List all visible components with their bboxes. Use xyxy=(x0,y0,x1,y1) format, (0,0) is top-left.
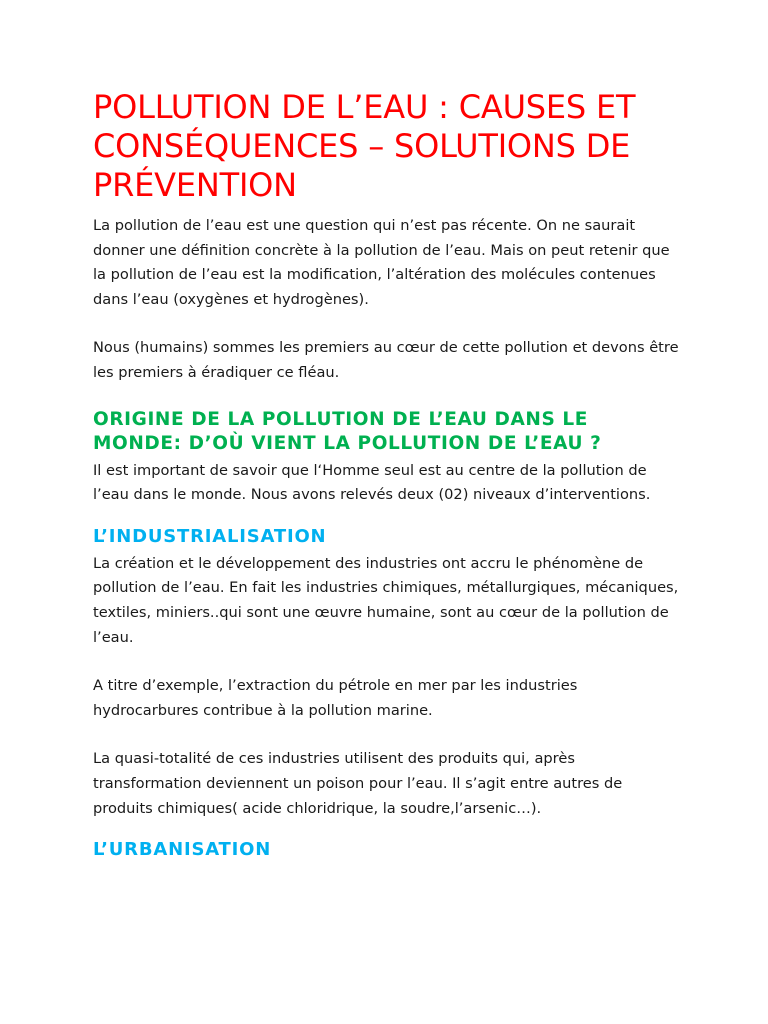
intro-paragraph-1: La pollution de l’eau est une question qui n’est pas récente. On ne saurait donner une définition concrète à la pollution de l’eau. Mais on peut retenir que la pollution de l’eau est la modification, l’altération des molécules contenues dans l’eau (oxygènes et hydrogènes). xyxy=(93,217,670,308)
document-page xyxy=(93,88,683,862)
industrialisation-paragraph-1: La création et le développement des industries ont accru le phénomène de pollution de l’eau. En fait les industries chimiques, métallurgiques, mécaniques, textiles, miniers..qui sont une œuvre humaine, sont au cœur de la pollution de l’eau. xyxy=(93,554,679,646)
section-heading-industrialisation: L’INDUSTRIALISATION xyxy=(93,525,327,547)
origin-paragraph-1: Il est important de savoir que l‘Homme seul est au centre de la pollution de l’eau dans le monde. Nous avons relevés deux (02) niveaux d’interventions. xyxy=(93,461,651,504)
intro-paragraph-2: Nous (humains) sommes les premiers au cœur de cette pollution et devons être les premiers à éradiquer ce fléau. xyxy=(93,339,679,381)
section-heading-urbanisation: L’URBANISATION xyxy=(93,839,272,861)
industrialisation-paragraph-2: A titre d’exemple, l’extraction du pétrole en mer par les industries hydrocarbures contribue à la pollution marine. xyxy=(93,677,578,719)
industrialisation-paragraph-3: La quasi-totalité de ces industries utilisent des produits qui, après transformation deviennent un poison pour l’eau. Il s’agit entre autres de produits chimiques( acide chloridrique, la soudre,l’arsenic…). xyxy=(93,750,623,817)
document-title: POLLUTION DE L’EAU : CAUSES ET CONSÉQUENCES – SOLUTIONS DE PRÉVENTION xyxy=(93,88,636,204)
section-heading-origin: ORIGINE DE LA POLLUTION DE L’EAU DANS LE MONDE: D’OÙ VIENT LA POLLUTION DE L’EAU ? xyxy=(93,408,602,454)
